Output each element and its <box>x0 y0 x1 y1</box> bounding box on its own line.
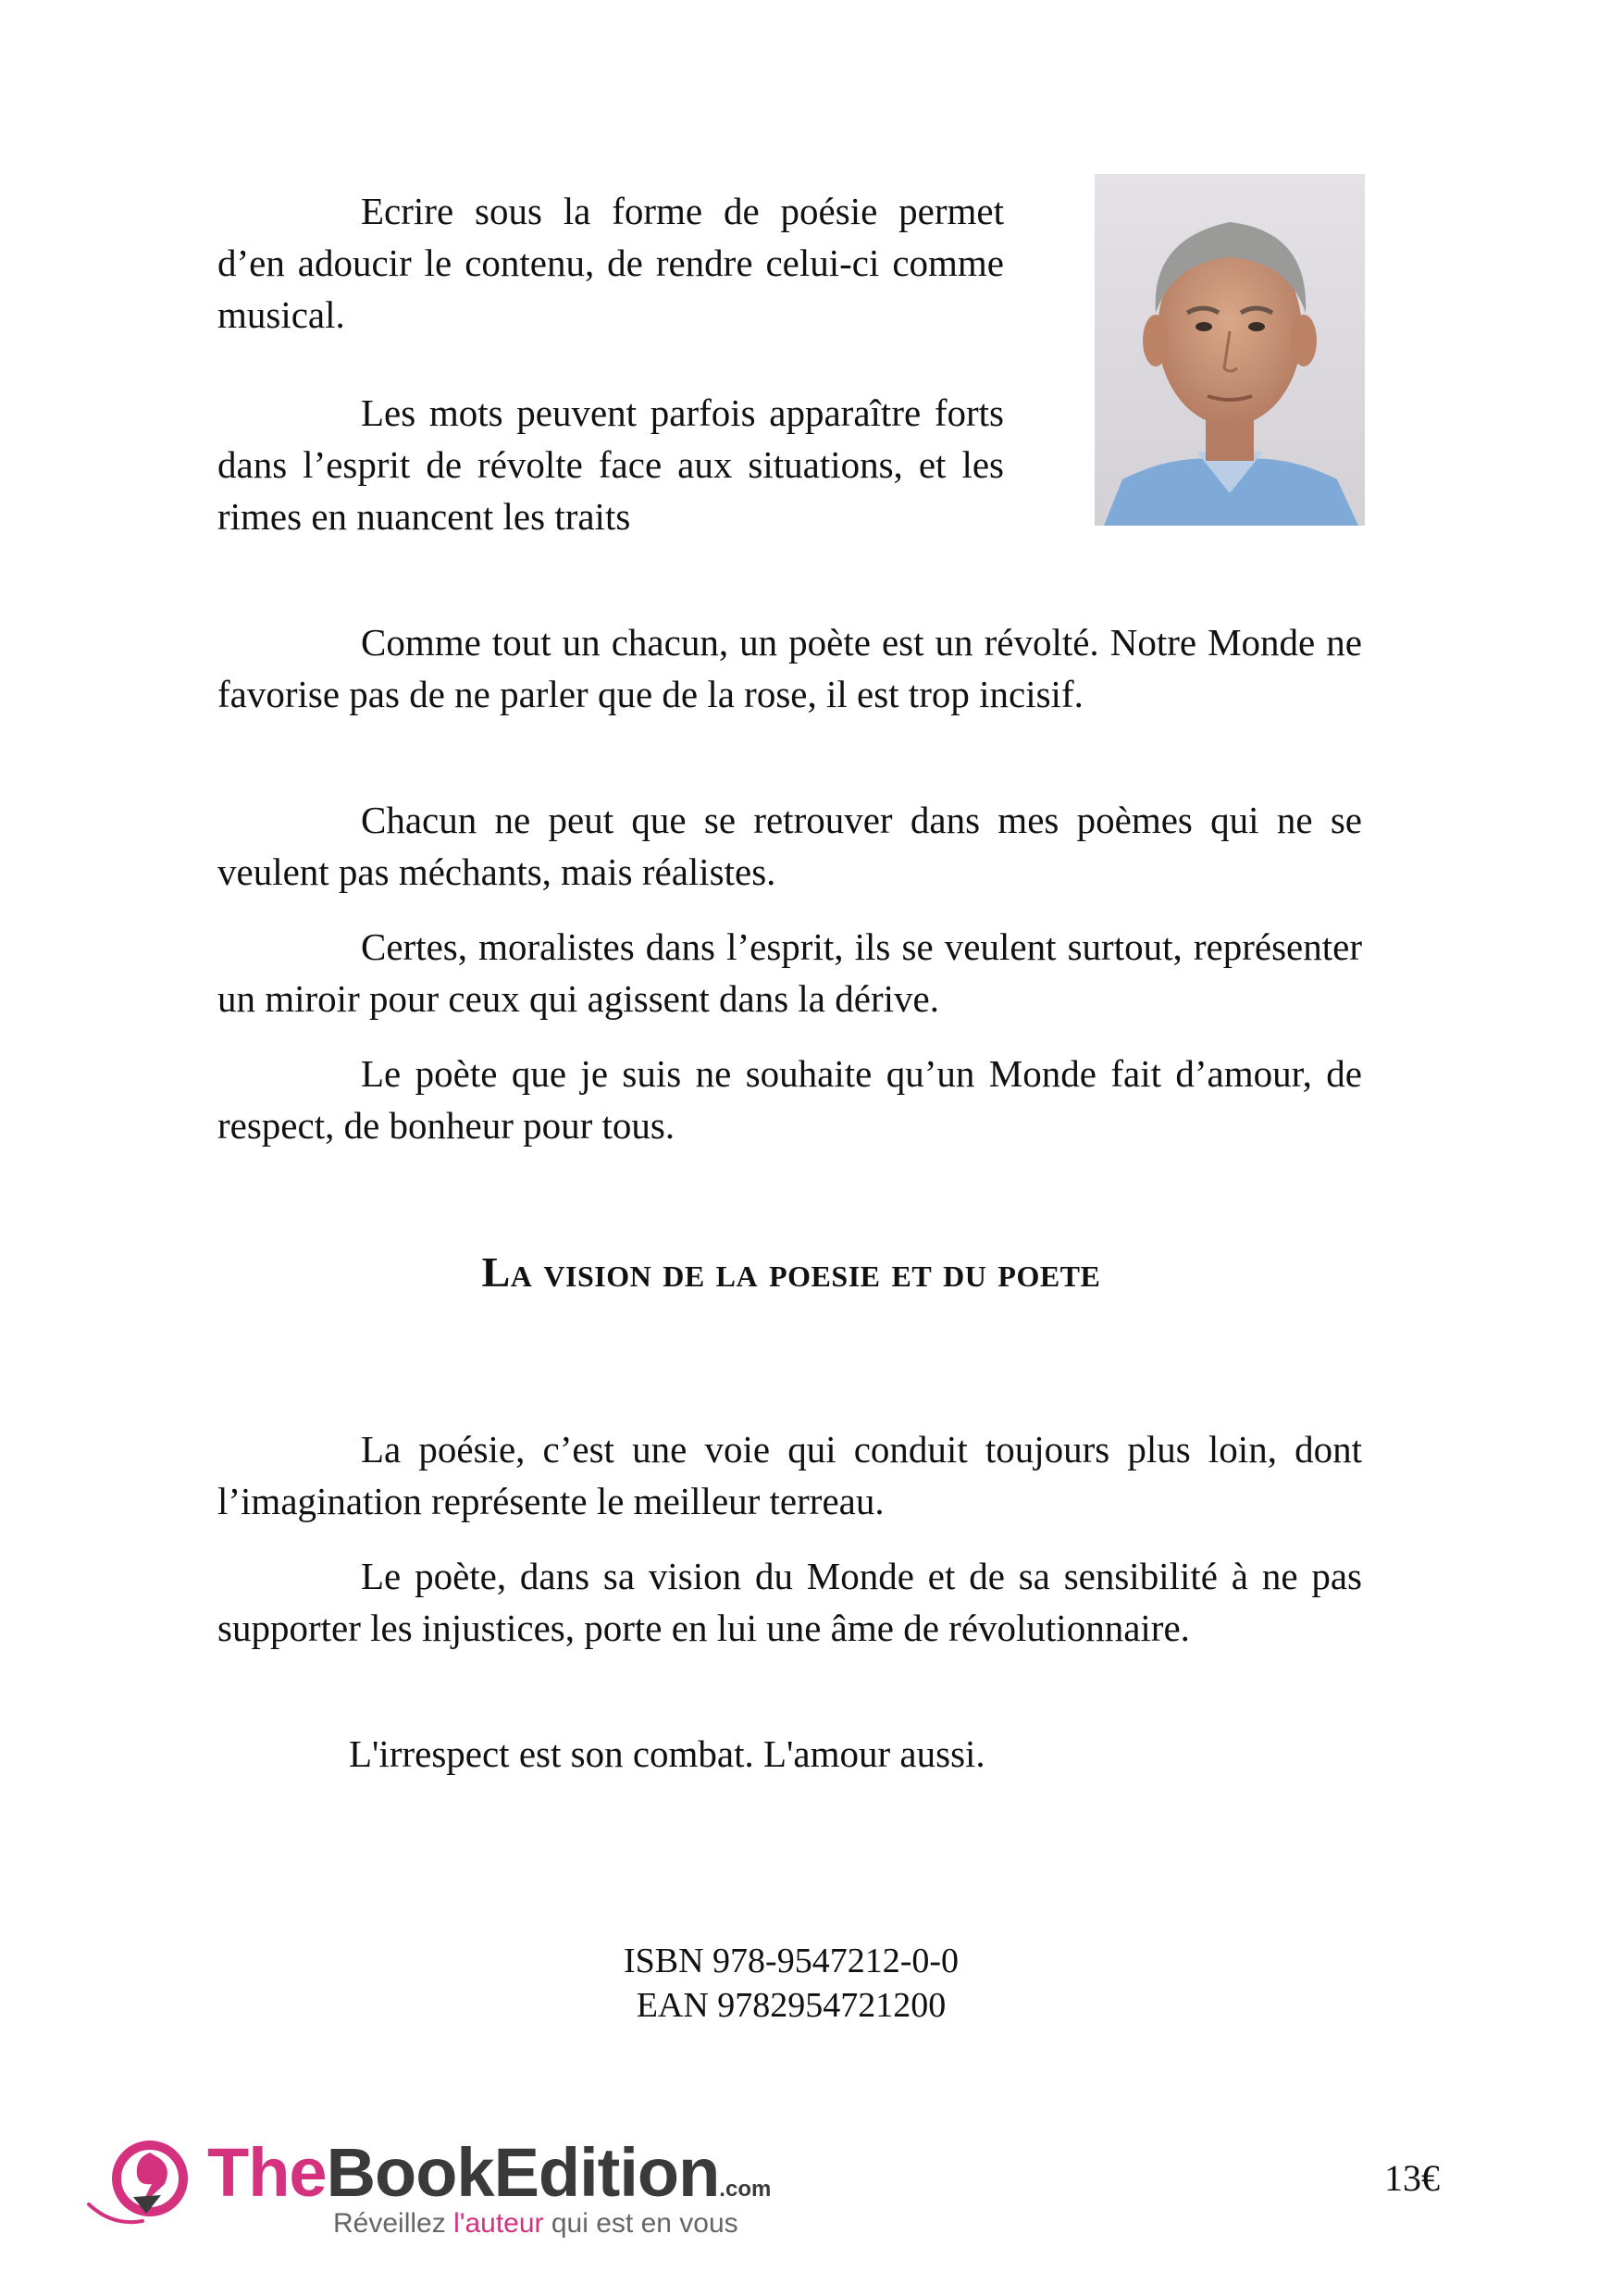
logo-tagline: Réveillez l'auteur qui est en vous <box>333 2208 738 2239</box>
thebookedition-swirl-logo-icon <box>85 2136 196 2228</box>
logo-word-edition: Edition <box>493 2134 720 2211</box>
author-photo <box>1095 174 1365 526</box>
ean-number: EAN 9782954721200 <box>636 1986 947 2025</box>
paragraph-disrespect: L'irrespect est son combat. L'amour aussi. <box>349 1732 985 1775</box>
paragraph-intro: Ecrire sous la forme de poésie permet d’en adoucir le contenu, de rendre celui-ci comme musical. <box>217 190 1004 336</box>
paragraph-poetry-path: La poésie, c’est une voie qui conduit toujours plus loin, dont l’imagination représente le meilleur terreau. <box>217 1428 1362 1522</box>
isbn-number: ISBN 978-9547212-0-0 <box>623 1942 960 1980</box>
logo-word-the: The <box>207 2134 327 2211</box>
publisher-logo <box>85 2128 844 2240</box>
logo-word-book: Book <box>326 2134 494 2211</box>
paragraph-moralists: Certes, moralistes dans l’esprit, ils se veulent surtout, représenter un miroir pour ceux qui agissent dans la dérive. <box>217 925 1362 1020</box>
tagline-highlight: l'auteur <box>453 2208 544 2239</box>
price-label: 13€ <box>1384 2157 1440 2199</box>
section-heading: La vision de la poesie et du poete <box>481 1248 1101 1296</box>
logo-word-com: .com <box>719 2177 772 2202</box>
paragraph-words: Les mots peuvent parfois apparaître forts dans l’esprit de révolte face aux situations, et les rimes en nuancent les traits <box>217 391 1004 538</box>
isbn-block <box>0 1939 1582 2028</box>
paragraph-poems-realistic: Chacun ne peut que se retrouver dans mes poèmes qui ne se veulent pas méchants, mais réalistes. <box>217 799 1362 893</box>
paragraph-poet-vision: Le poète, dans sa vision du Monde et de sa sensibilité à ne pas supporter les injustices, porte en lui une âme de révolutionnaire. <box>217 1555 1362 1649</box>
paragraph-world-of-love: Le poète que je suis ne souhaite qu’un Monde fait d’amour, de respect, de bonheur pour tous. <box>217 1052 1362 1147</box>
paragraph-poet-revolted: Comme tout un chacun, un poète est un révolté. Notre Monde ne favorise pas de ne parler que de la rose, il est trop incisif. <box>217 621 1362 715</box>
